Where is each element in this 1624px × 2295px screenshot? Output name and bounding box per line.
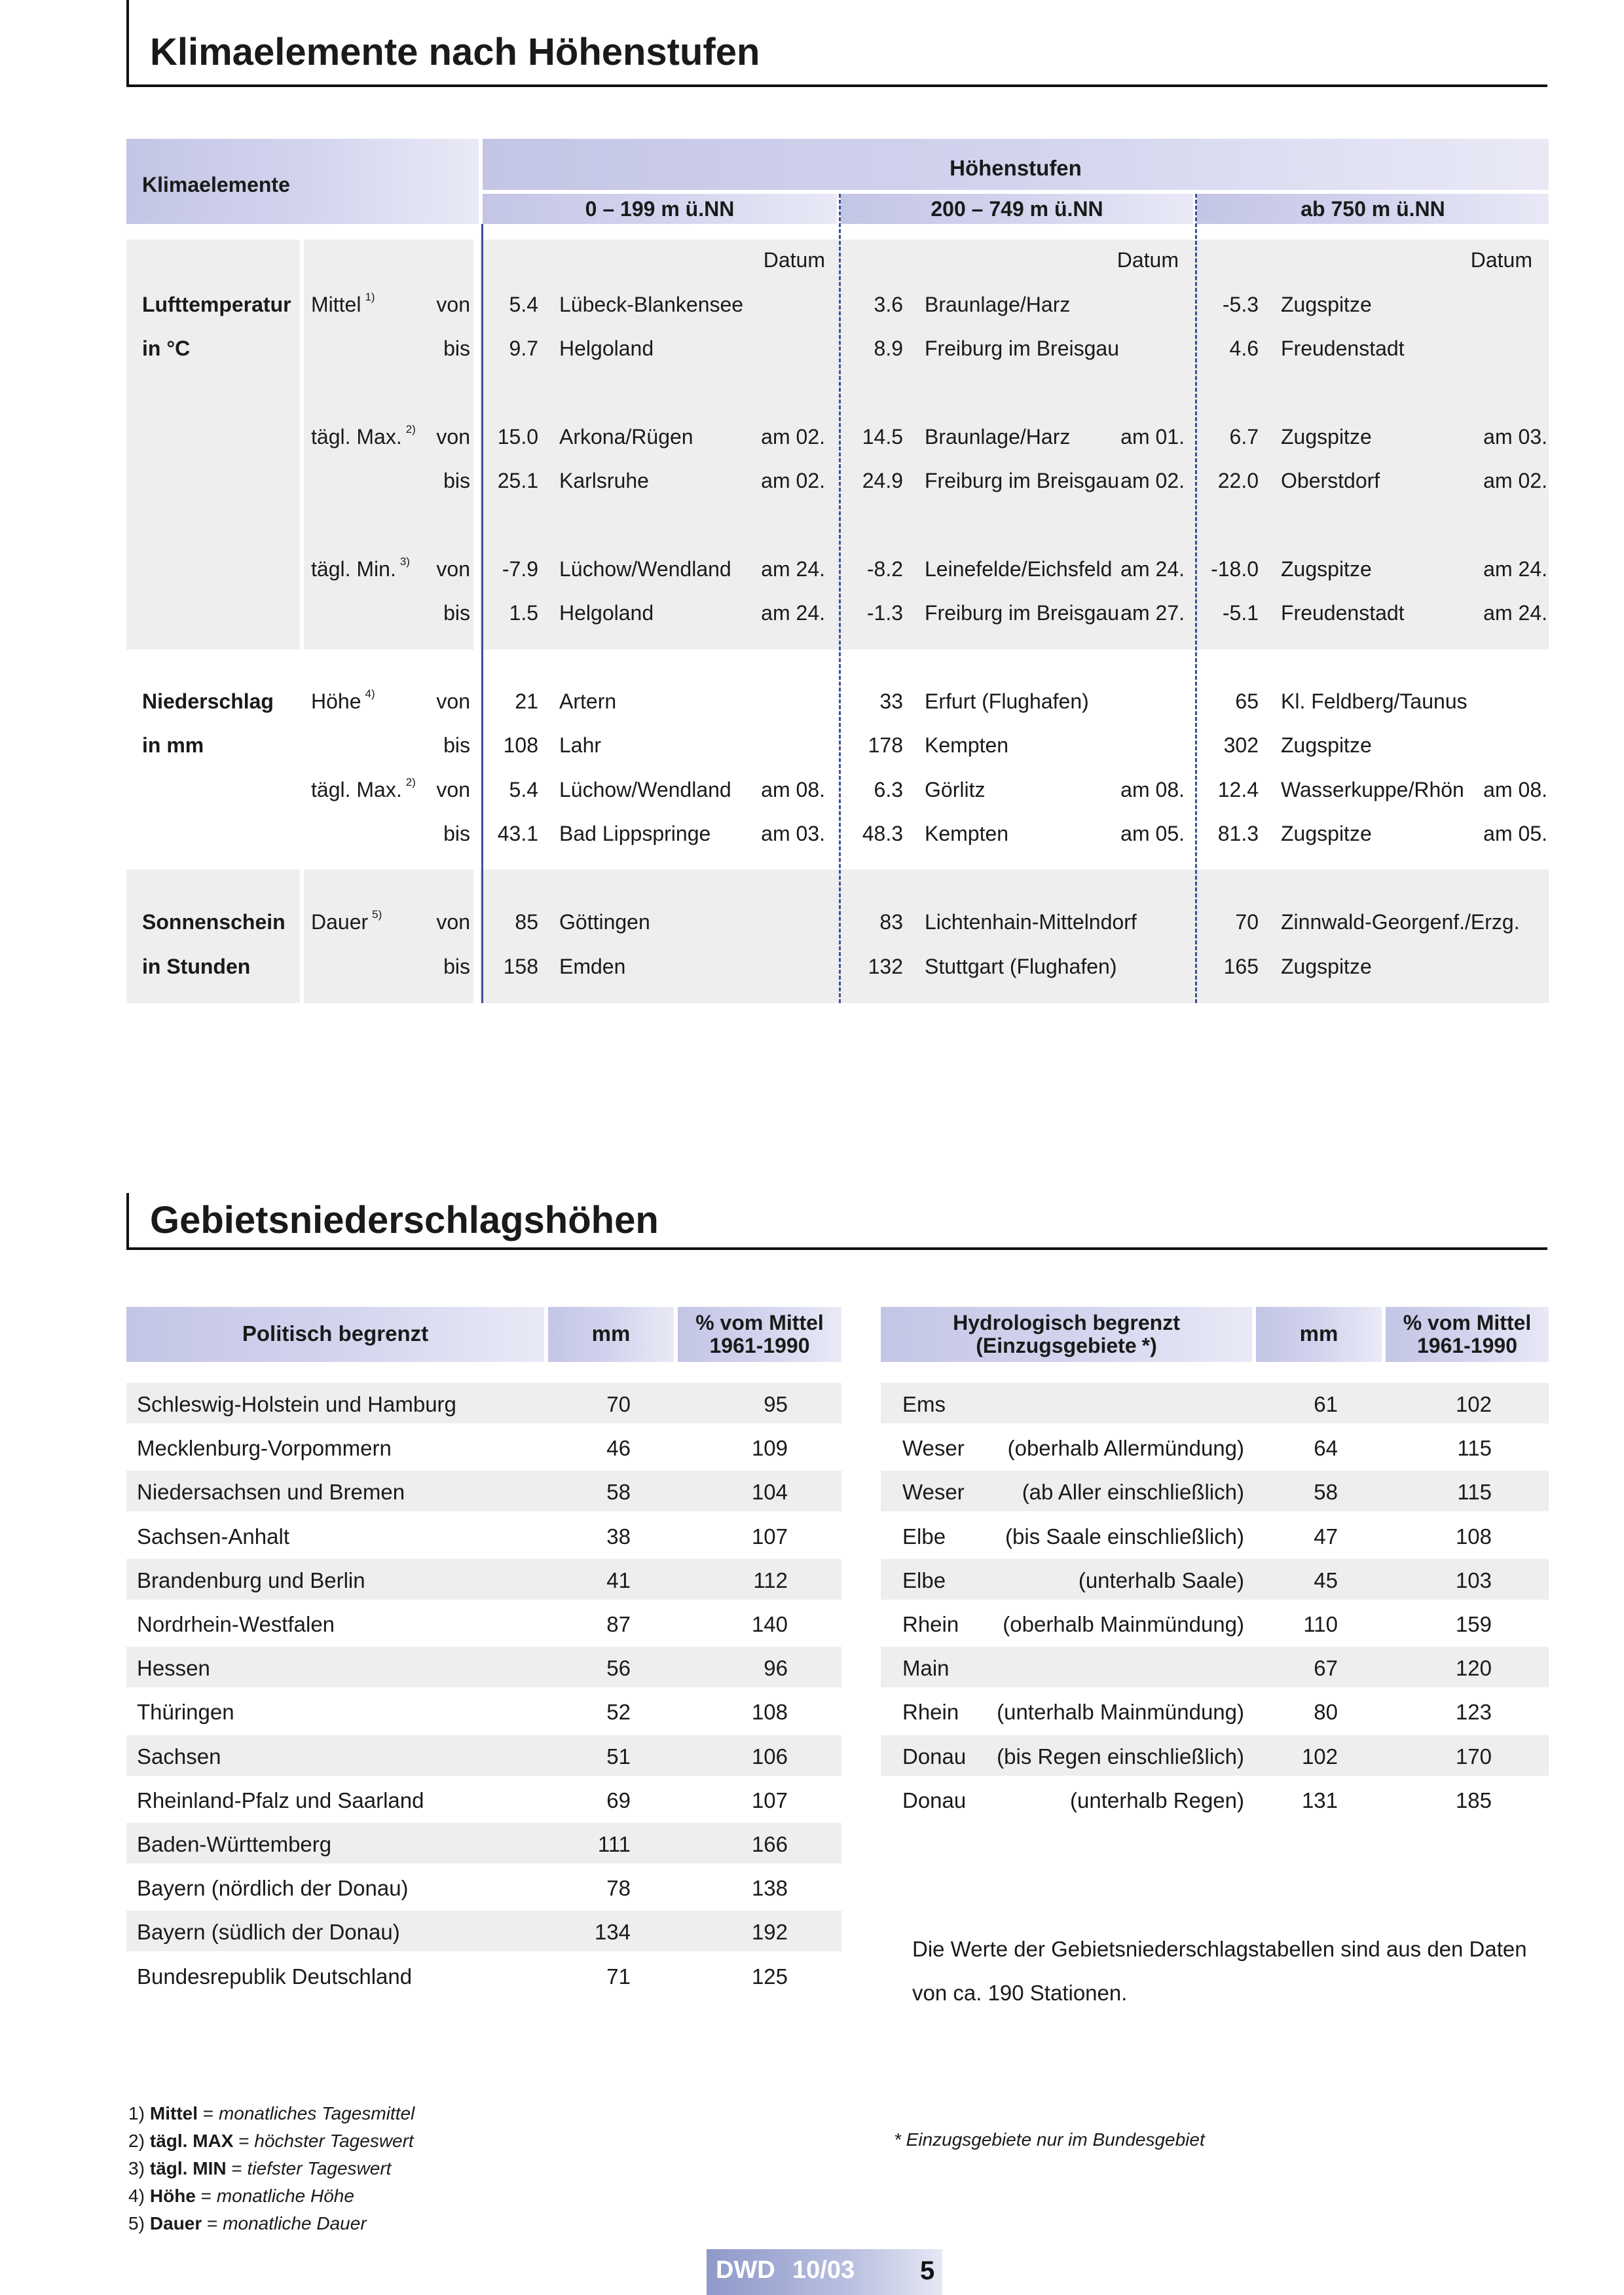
row-element-text: tägl. Min. bbox=[311, 557, 396, 581]
cell-value: 158 bbox=[503, 955, 538, 978]
table2-right-section: (bis Regen einschließlich) bbox=[997, 1744, 1244, 1769]
table2-right-pct: 123 bbox=[1455, 1700, 1492, 1725]
table2-note-line1: Die Werte der Gebietsniederschlagstabellen sind aus den Daten bbox=[912, 1937, 1527, 1961]
cell-station: Emden bbox=[559, 955, 626, 978]
cell-station: Karlsruhe bbox=[559, 469, 649, 492]
cell-station: Leinefelde/Eichsfeld bbox=[925, 557, 1113, 581]
table2-left-pct: 140 bbox=[751, 1612, 788, 1636]
datum-label-2: Datum bbox=[1470, 248, 1532, 272]
table2-right-mm: 58 bbox=[1314, 1480, 1338, 1505]
table2-right-pct: 115 bbox=[1457, 1436, 1492, 1461]
cell-date: am 24. bbox=[1120, 557, 1185, 581]
table2-left-pct: 107 bbox=[751, 1788, 788, 1812]
row-bound-label: von bbox=[436, 425, 470, 449]
cell-value: 24.9 bbox=[862, 469, 903, 492]
table2-left-region: Nordrhein-Westfalen bbox=[137, 1612, 335, 1636]
row-element-text: Mittel bbox=[311, 293, 361, 316]
cell-value: 12.4 bbox=[1217, 778, 1259, 801]
table2-left-region: Baden-Württemberg bbox=[137, 1832, 332, 1856]
row-group-label: in °C bbox=[142, 337, 191, 360]
table1-header-hoehenstufen: Höhenstufen bbox=[950, 156, 1082, 180]
footnote-equals: = bbox=[195, 2186, 217, 2206]
cell-value: 65 bbox=[1235, 689, 1259, 713]
datum-label-1: Datum bbox=[1116, 248, 1179, 272]
footnote-term: Höhe bbox=[149, 2186, 196, 2206]
cell-value: 25.1 bbox=[497, 469, 538, 492]
cell-station: Wasserkuppe/Rhön bbox=[1281, 778, 1464, 801]
table2-right-pct: 115 bbox=[1457, 1480, 1492, 1505]
table2-note-line2: von ca. 190 Stationen. bbox=[912, 1981, 1128, 2005]
table2-right-section: (unterhalb Mainmündung) bbox=[997, 1700, 1244, 1725]
table2-right-section: (oberhalb Allermündung) bbox=[1007, 1436, 1244, 1461]
cell-value: 83 bbox=[879, 910, 903, 934]
row-bound-label: bis bbox=[443, 955, 470, 978]
cell-station: Braunlage/Harz bbox=[925, 425, 1071, 449]
row-group-label: Sonnenschein bbox=[142, 910, 286, 934]
cell-value: 165 bbox=[1223, 955, 1259, 978]
cell-station: Helgoland bbox=[559, 337, 654, 360]
row-group-label: Niederschlag bbox=[142, 689, 274, 713]
footnote-description: monatliche Höhe bbox=[216, 2186, 354, 2206]
cell-station: Artern bbox=[559, 689, 617, 713]
cell-station: Lübeck-Blankensee bbox=[559, 293, 744, 316]
row-bound-label: von bbox=[436, 293, 470, 316]
section-title-gebietsniederschlag: Gebietsniederschlagshöhen bbox=[126, 1193, 1547, 1250]
cell-date: am 02. bbox=[761, 469, 825, 492]
cell-date: am 24. bbox=[761, 557, 825, 581]
table2-right-section: (unterhalb Saale) bbox=[1078, 1568, 1244, 1592]
table1-col-gap-2 bbox=[473, 240, 480, 1003]
table2-right-pct: 159 bbox=[1455, 1612, 1492, 1636]
row-footnote-ref: 1) bbox=[365, 291, 375, 303]
footnote-description: höchster Tageswert bbox=[254, 2131, 414, 2151]
row-element-text: tägl. Max. bbox=[311, 778, 402, 801]
footnote-number: 5) bbox=[128, 2213, 145, 2233]
table2-left-region: Schleswig-Holstein und Hamburg bbox=[137, 1392, 456, 1416]
footer-publisher: DWD bbox=[716, 2256, 775, 2284]
cell-date: am 24. bbox=[1483, 601, 1547, 625]
cell-value: 132 bbox=[868, 955, 903, 978]
cell-value: 85 bbox=[515, 910, 538, 934]
table2-left-region: Bayern (nördlich der Donau) bbox=[137, 1876, 409, 1901]
table2-left-mm: 70 bbox=[606, 1392, 631, 1416]
cell-value: 178 bbox=[868, 733, 903, 757]
table2-left-pct: 107 bbox=[751, 1524, 788, 1549]
cell-date: am 08. bbox=[761, 778, 825, 801]
footnote-term: tägl. MIN bbox=[149, 2158, 227, 2178]
cell-date: am 27. bbox=[1120, 601, 1185, 625]
table2-left-pct: 96 bbox=[764, 1656, 788, 1681]
table2-left-mm: 71 bbox=[606, 1964, 631, 1989]
table2-left-pct: 109 bbox=[751, 1436, 788, 1461]
row-group-label: Lufttemperatur bbox=[142, 293, 291, 316]
table2-left-region: Sachsen-Anhalt bbox=[137, 1524, 289, 1549]
band-divider-dashed-1 bbox=[839, 194, 841, 1003]
table2-left-pct: 104 bbox=[751, 1480, 788, 1505]
table2-left-region: Mecklenburg-Vorpommern bbox=[137, 1436, 392, 1461]
row-group-label: in Stunden bbox=[142, 955, 251, 978]
table2-right-river: Elbe bbox=[902, 1568, 946, 1592]
table2-right-section: (oberhalb Mainmündung) bbox=[1003, 1612, 1244, 1636]
cell-station: Zugspitze bbox=[1281, 293, 1372, 316]
table1-block-sonnenschein bbox=[126, 870, 1549, 1003]
table2-left-pct-label: % vom Mittel bbox=[695, 1311, 824, 1334]
table2-right-river: Donau bbox=[902, 1788, 967, 1812]
row-bound-label: bis bbox=[443, 469, 470, 492]
table2-right-mm: 80 bbox=[1314, 1700, 1338, 1725]
cell-value: 8.9 bbox=[874, 337, 903, 360]
cell-value: 302 bbox=[1223, 733, 1259, 757]
cell-station: Arkona/Rügen bbox=[559, 425, 693, 449]
table2-right-pct: 170 bbox=[1455, 1744, 1492, 1769]
cell-value: 21 bbox=[515, 689, 538, 713]
cell-station: Freiburg im Breisgau bbox=[925, 469, 1119, 492]
cell-station: Bad Lippspringe bbox=[559, 822, 711, 845]
table2-right-river: Ems bbox=[902, 1392, 946, 1416]
cell-station: Freiburg im Breisgau bbox=[925, 601, 1119, 625]
table1-header-klimaelemente: Klimaelemente bbox=[142, 173, 290, 196]
table2-left-pct: 138 bbox=[751, 1876, 788, 1901]
cell-station: Zugspitze bbox=[1281, 955, 1372, 978]
table2-left-mm: 78 bbox=[606, 1876, 631, 1901]
table2-right-mm: 110 bbox=[1303, 1612, 1338, 1636]
cell-value: 3.6 bbox=[874, 293, 903, 316]
table2-right-pct: 102 bbox=[1455, 1392, 1492, 1416]
table2-right-river: Weser bbox=[902, 1480, 965, 1505]
row-footnote-ref: 2) bbox=[405, 776, 416, 788]
cell-value: 22.0 bbox=[1217, 469, 1259, 492]
row-bound-label: von bbox=[436, 689, 470, 713]
cell-station: Helgoland bbox=[559, 601, 654, 625]
table2-right-mm: 61 bbox=[1314, 1392, 1338, 1416]
table2-right-mm: 67 bbox=[1314, 1656, 1338, 1681]
cell-station: Freudenstadt bbox=[1281, 337, 1405, 360]
cell-value: 70 bbox=[1235, 910, 1259, 934]
cell-value: 108 bbox=[503, 733, 538, 757]
table2-left-mm: 41 bbox=[606, 1568, 631, 1592]
row-bound-label: von bbox=[436, 778, 470, 801]
cell-station: Kempten bbox=[925, 733, 1009, 757]
table2-right-header-label: Hydrologisch begrenzt bbox=[953, 1311, 1180, 1334]
cell-value: 5.4 bbox=[509, 293, 538, 316]
table2-left-pct: 192 bbox=[751, 1920, 788, 1945]
table2-right-header-sub bbox=[881, 1335, 1252, 1356]
cell-value: 5.4 bbox=[509, 778, 538, 801]
table2-left-region: Niedersachsen und Bremen bbox=[137, 1480, 405, 1505]
cell-station: Görlitz bbox=[925, 778, 986, 801]
row-element-label bbox=[311, 776, 416, 801]
cell-value: 81.3 bbox=[1217, 822, 1259, 845]
cell-station: Freiburg im Breisgau bbox=[925, 337, 1119, 360]
cell-station: Erfurt (Flughafen) bbox=[925, 689, 1089, 713]
cell-station: Zugspitze bbox=[1281, 822, 1372, 845]
cell-date: am 03. bbox=[761, 822, 825, 845]
band-label-1: 200 – 749 m ü.NN bbox=[931, 197, 1103, 221]
cell-station: Freudenstadt bbox=[1281, 601, 1405, 625]
cell-value: 15.0 bbox=[497, 425, 538, 449]
table2-right-pct: 103 bbox=[1455, 1568, 1492, 1592]
table2-right-river: Main bbox=[902, 1656, 950, 1681]
cell-value: -18.0 bbox=[1211, 557, 1259, 581]
row-bound-label: von bbox=[436, 910, 470, 934]
table2-left-region: Thüringen bbox=[137, 1700, 234, 1725]
table2-left-region: Hessen bbox=[137, 1656, 210, 1681]
table2-left-pct: 112 bbox=[753, 1568, 788, 1592]
footer-issue: 10/03 bbox=[792, 2256, 855, 2284]
table2-left-mm: 58 bbox=[606, 1480, 631, 1505]
table2-right-pct: 108 bbox=[1455, 1524, 1492, 1549]
cell-value: 48.3 bbox=[862, 822, 903, 845]
table2-right-river: Weser bbox=[902, 1436, 965, 1461]
section-title-klimaelemente: Klimaelemente nach Höhenstufen bbox=[126, 0, 1547, 87]
row-footnote-ref: 2) bbox=[405, 423, 416, 435]
cell-date: am 08. bbox=[1483, 778, 1547, 801]
table2-left-mm: 134 bbox=[594, 1920, 631, 1945]
cell-date: am 24. bbox=[1483, 557, 1547, 581]
table2-left-header-label: Politisch begrenzt bbox=[242, 1321, 429, 1346]
row-element-label bbox=[311, 688, 375, 713]
table2-left-pct: 166 bbox=[751, 1832, 788, 1856]
row-element-label bbox=[311, 291, 375, 316]
row-element-label bbox=[311, 908, 382, 934]
cell-date: am 02. bbox=[1483, 469, 1547, 492]
cell-date: am 03. bbox=[1483, 425, 1547, 449]
footnote-line bbox=[128, 2132, 414, 2150]
table2-right-river: Rhein bbox=[902, 1700, 959, 1725]
datum-label-0: Datum bbox=[763, 248, 825, 272]
band-label-2: ab 750 m ü.NN bbox=[1301, 197, 1445, 221]
cell-station: Lüchow/Wendland bbox=[559, 778, 731, 801]
table2-left-mm: 38 bbox=[606, 1524, 631, 1549]
footnote-number: 2) bbox=[128, 2131, 145, 2151]
table2-left-region: Sachsen bbox=[137, 1744, 221, 1769]
table2-right-section: (unterhalb Regen) bbox=[1070, 1788, 1244, 1812]
row-bound-label: bis bbox=[443, 601, 470, 625]
table2-right-mm: 131 bbox=[1301, 1788, 1338, 1812]
cell-station: Lüchow/Wendland bbox=[559, 557, 731, 581]
cell-station: Braunlage/Harz bbox=[925, 293, 1071, 316]
cell-value: 14.5 bbox=[862, 425, 903, 449]
cell-value: 6.3 bbox=[874, 778, 903, 801]
footnote-line bbox=[128, 2187, 354, 2205]
table2-right-river: Rhein bbox=[902, 1612, 959, 1636]
footnote-description: tiefster Tageswert bbox=[247, 2158, 392, 2178]
table2-right-mm: 47 bbox=[1314, 1524, 1338, 1549]
table2-right-period-label: 1961-1990 bbox=[1416, 1334, 1518, 1357]
table2-right-section: (bis Saale einschließlich) bbox=[1005, 1524, 1244, 1549]
table2-left-mm: 87 bbox=[606, 1612, 631, 1636]
cell-value: -5.1 bbox=[1222, 601, 1259, 625]
footnote-number: 1) bbox=[128, 2103, 145, 2123]
cell-date: am 02. bbox=[1120, 469, 1185, 492]
cell-value: 43.1 bbox=[497, 822, 538, 845]
table2-right-mm-label: mm bbox=[1299, 1321, 1338, 1346]
cell-value: 1.5 bbox=[509, 601, 538, 625]
table2-left-pct: 106 bbox=[751, 1744, 788, 1769]
table2-left-mm: 52 bbox=[606, 1700, 631, 1725]
cell-date: am 24. bbox=[761, 601, 825, 625]
cell-station: Stuttgart (Flughafen) bbox=[925, 955, 1117, 978]
table2-left-region: Brandenburg und Berlin bbox=[137, 1568, 365, 1592]
cell-value: -5.3 bbox=[1222, 293, 1259, 316]
cell-station: Lahr bbox=[559, 733, 602, 757]
table2-right-river: Donau bbox=[902, 1744, 967, 1769]
footnote-term: tägl. MAX bbox=[149, 2131, 234, 2151]
footnote-equals: = bbox=[202, 2213, 223, 2233]
row-element-text: Dauer bbox=[311, 910, 369, 934]
cell-station: Zinnwald-Georgenf./Erzg. bbox=[1281, 910, 1520, 934]
cell-station: Lichtenhain-Mittelndorf bbox=[925, 910, 1137, 934]
cell-value: 33 bbox=[879, 689, 903, 713]
cell-station: Göttingen bbox=[559, 910, 650, 934]
table2-left-mm: 51 bbox=[606, 1744, 631, 1769]
row-element-text: tägl. Max. bbox=[311, 425, 402, 449]
footnote-description: monatliches Tagesmittel bbox=[218, 2103, 415, 2123]
footnote-line bbox=[128, 2104, 415, 2123]
table2-left-region: Rheinland-Pfalz und Saarland bbox=[137, 1788, 424, 1812]
footnote-equals: = bbox=[233, 2131, 255, 2151]
table2-left-region: Bundesrepublik Deutschland bbox=[137, 1964, 413, 1989]
row-footnote-ref: 4) bbox=[365, 688, 375, 700]
footnote-einzugsgebiete bbox=[894, 2131, 1205, 2149]
cell-station: Zugspitze bbox=[1281, 557, 1372, 581]
footer-page-number: 5 bbox=[920, 2256, 935, 2285]
cell-date: am 08. bbox=[1120, 778, 1185, 801]
row-footnote-ref: 3) bbox=[399, 555, 410, 568]
row-element-label bbox=[311, 423, 416, 449]
footnote-term: Mittel bbox=[149, 2103, 198, 2123]
cell-value: 4.6 bbox=[1229, 337, 1259, 360]
table2-right-mm: 45 bbox=[1314, 1568, 1338, 1592]
footnote-equals: = bbox=[226, 2158, 248, 2178]
table2-right-section: (ab Aller einschließlich) bbox=[1022, 1480, 1244, 1505]
table2-right-header-star: *) bbox=[1141, 1334, 1157, 1357]
cell-station: Zugspitze bbox=[1281, 425, 1372, 449]
table2-right-header-sub-text: (Einzugsgebiete bbox=[976, 1334, 1137, 1357]
table2-left-period-label: 1961-1990 bbox=[709, 1334, 810, 1357]
table2-right-pct-label: % vom Mittel bbox=[1403, 1311, 1532, 1334]
cell-station: Kempten bbox=[925, 822, 1009, 845]
footnote-term: Dauer bbox=[149, 2213, 202, 2233]
footnote-equals: = bbox=[198, 2103, 219, 2123]
table2-left-mm: 56 bbox=[606, 1656, 631, 1681]
table2-left-region: Bayern (südlich der Donau) bbox=[137, 1920, 400, 1945]
footnote-einzugsgebiete-text: * Einzugsgebiete nur im Bundesgebiet bbox=[894, 2129, 1205, 2150]
table2-left-pct: 125 bbox=[751, 1964, 788, 1989]
cell-date: am 05. bbox=[1483, 822, 1547, 845]
table2-left-mm: 111 bbox=[597, 1832, 631, 1856]
table2-right-mm: 102 bbox=[1301, 1744, 1338, 1769]
row-bound-label: bis bbox=[443, 733, 470, 757]
footnote-number: 4) bbox=[128, 2186, 145, 2206]
row-bound-label: bis bbox=[443, 822, 470, 845]
cell-value: -7.9 bbox=[502, 557, 538, 581]
table2-right-pct: 185 bbox=[1455, 1788, 1492, 1812]
table2-left-mm: 69 bbox=[606, 1788, 631, 1812]
band-label-0: 0 – 199 m ü.NN bbox=[585, 197, 735, 221]
cell-value: 6.7 bbox=[1229, 425, 1259, 449]
table2-left-mm-label: mm bbox=[591, 1321, 631, 1346]
table2-right-mm: 64 bbox=[1314, 1436, 1338, 1461]
table2-left-pct: 95 bbox=[764, 1392, 788, 1416]
footnote-line bbox=[128, 2214, 367, 2233]
row-footnote-ref: 5) bbox=[372, 908, 382, 921]
row-element-label bbox=[311, 555, 410, 581]
row-bound-label: von bbox=[436, 557, 470, 581]
row-group-label: in mm bbox=[142, 733, 204, 757]
cell-value: -1.3 bbox=[866, 601, 903, 625]
table2-left-mm: 46 bbox=[606, 1436, 631, 1461]
cell-date: am 01. bbox=[1120, 425, 1185, 449]
footnote-description: monatliche Dauer bbox=[223, 2213, 367, 2233]
row-bound-label: bis bbox=[443, 337, 470, 360]
cell-station: Zugspitze bbox=[1281, 733, 1372, 757]
row-element-text: Höhe bbox=[311, 689, 361, 713]
cell-date: am 05. bbox=[1120, 822, 1185, 845]
cell-station: Oberstdorf bbox=[1281, 469, 1380, 492]
footnote-line bbox=[128, 2159, 391, 2178]
footnote-number: 3) bbox=[128, 2158, 145, 2178]
table2-right-river: Elbe bbox=[902, 1524, 946, 1549]
table1-col-gap bbox=[300, 240, 304, 1003]
band-divider-dashed-2 bbox=[1195, 194, 1197, 1003]
table2-right-pct: 120 bbox=[1455, 1656, 1492, 1681]
cell-value: -8.2 bbox=[866, 557, 903, 581]
cell-value: 9.7 bbox=[509, 337, 538, 360]
cell-date: am 02. bbox=[761, 425, 825, 449]
table2-left-pct: 108 bbox=[751, 1700, 788, 1725]
cell-station: Kl. Feldberg/Taunus bbox=[1281, 689, 1467, 713]
